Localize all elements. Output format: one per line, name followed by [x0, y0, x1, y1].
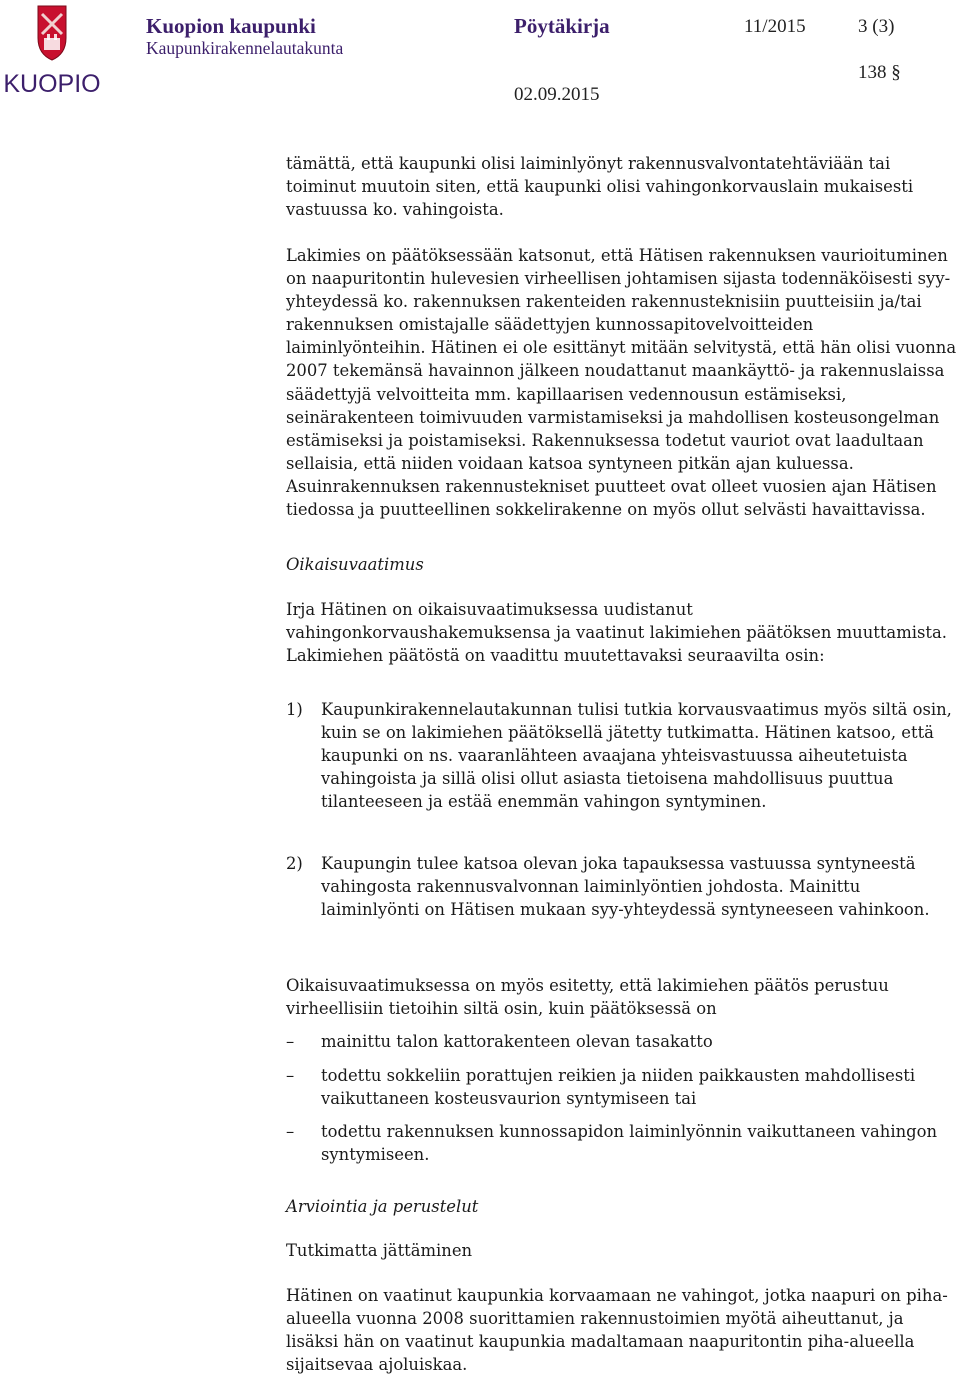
- heading-oikaisuvaatimus: Oikaisuvaatimus: [286, 555, 424, 574]
- paragraph-virheelliset: Oikaisuvaatimuksessa on myös esitetty, että lakimiehen päätös perustuu virheellisiin tietoihin siltä osin, kuin päätöksessä on: [286, 976, 889, 1019]
- paragraph-continuation: tämättä, että kaupunki olisi laiminlyönyt rakennusvalvontatehtäviään tai toiminut muutoin siten, että kaupunki olisi vahingonkorvauslain mukaisesti vastuussa ko. vahingoista.: [286, 154, 914, 220]
- logo-text: KUOPIO: [4, 70, 100, 98]
- kuopio-logo: [4, 4, 100, 100]
- item-number: 1): [286, 700, 303, 719]
- heading-tutkimatta: Tutkimatta jättäminen: [286, 1241, 473, 1260]
- board-name: Kaupunkirakennelautakunta: [146, 38, 344, 58]
- dash-text: mainittu talon kattorakenteen olevan tasakatto: [321, 1032, 713, 1051]
- paragraph-hatinen: Hätinen on vaatinut kaupunkia korvaamaan ne vahingot, jotka naapuri on piha-alueella vuonna 2008 suorittamien rakennustoimien myötä aiheuttanut, ja lisäksi hän on vaatinut kaupunkia madaltamaan naapuritontin piha-alueella sijaitsevaa ajoluiskaa.: [286, 1286, 948, 1375]
- doc-number: 11/2015: [744, 16, 806, 37]
- dash-text: todettu rakennuksen kunnossapidon laiminlyönnin vaikuttaneen vahingon syntymiseen.: [321, 1122, 938, 1165]
- dash-mark: –: [286, 1032, 295, 1051]
- item-text: Kaupungin tulee katsoa olevan joka tapauksessa vastuussa syntyneestä vahingosta rakennusvalvonnan laiminlyöntien johdosta. Mainittu laiminlyönti on Hätisen mukaan syy-yhteydessä syntyneeseen vahinkoon.: [321, 854, 930, 920]
- numbered-item-2: [286, 852, 958, 921]
- doc-type: Pöytäkirja: [514, 14, 610, 38]
- dash-item-3: [286, 1120, 958, 1166]
- dash-text: todettu sokkeliin porattujen reikien ja niiden paikkausten mahdollisesti vaikuttaneen kosteusvaurion syntymiseen tai: [321, 1066, 916, 1109]
- item-number: 2): [286, 854, 303, 873]
- org-name: Kuopion kaupunki: [146, 14, 316, 38]
- meeting-date: 02.09.2015: [514, 84, 600, 105]
- kuopio-crest-icon: [4, 4, 100, 100]
- dash-item-2: [286, 1064, 958, 1110]
- dash-mark: –: [286, 1122, 295, 1141]
- paragraph-lakimies: Lakimies on päätöksessään katsonut, että Hätisen rakennuksen vaurioituminen on naapuritontin hulevesien virheellisen johtamisen sijasta todennäköisesti syy-yhteydessä ko. rakennuksen rakenteiden rakennusteknisiin puutteisiin ja/tai rakennuksen omistajalle säädettyjen kunnossapitovelvoitteiden laiminlyönteihin. Hätinen ei ole esittänyt mitään selvitystä, että hän olisi vuonna 2007 tekemänsä havainnon jälkeen noudattanut maankäyttö- ja rakennuslaissa säädettyjä velvoitteita mm. kapillaarisen vedennousun estämiseksi, seinärakenteen toimivuuden varmistamiseksi ja mahdollisen kosteusongelman estämiseksi ja poistamiseksi. Rakennuksessa todetut vauriot ovat laadultaan sellaisia, että niiden voidaan katsoa syntyneen pitkän ajan kuluessa. Asuinrakennuksen rakennustekniset puutteet ovat olleet vuosien ajan Hätisen tiedossa ja puutteellinen sokkelirakenne on myös ollut selvästi havaittavissa.: [286, 246, 957, 520]
- paragraph-oikaisu: Irja Hätinen on oikaisuvaatimuksessa uudistanut vahingonkorvaushakemuksensa ja vaatinut lakimiehen päätöksen muuttamista. Lakimiehen päätöstä on vaadittu muutettavaksi seuraavilta osin:: [286, 600, 947, 666]
- dash-item-1: [286, 1030, 958, 1053]
- numbered-item-1: [286, 698, 958, 813]
- dash-mark: –: [286, 1066, 295, 1085]
- section-number: 138 §: [858, 62, 901, 83]
- heading-arviointi: Arviointia ja perustelut: [286, 1197, 479, 1216]
- item-text: Kaupunkirakennelautakunnan tulisi tutkia korvausvaatimus myös siltä osin, kuin se on lakimiehen päätöksellä jätetty tutkimatta. Hätinen katsoo, että kaupunki on ns. vaaranlähteen avaajana yhteisvastuussa aiheutetuista vahingoista ja sillä olisi ollut asiasta tietoisena mahdollisuus puuttua tilanteeseen ja estää enemmän vahingon syntyminen.: [321, 700, 952, 812]
- page-count: 3 (3): [858, 16, 895, 37]
